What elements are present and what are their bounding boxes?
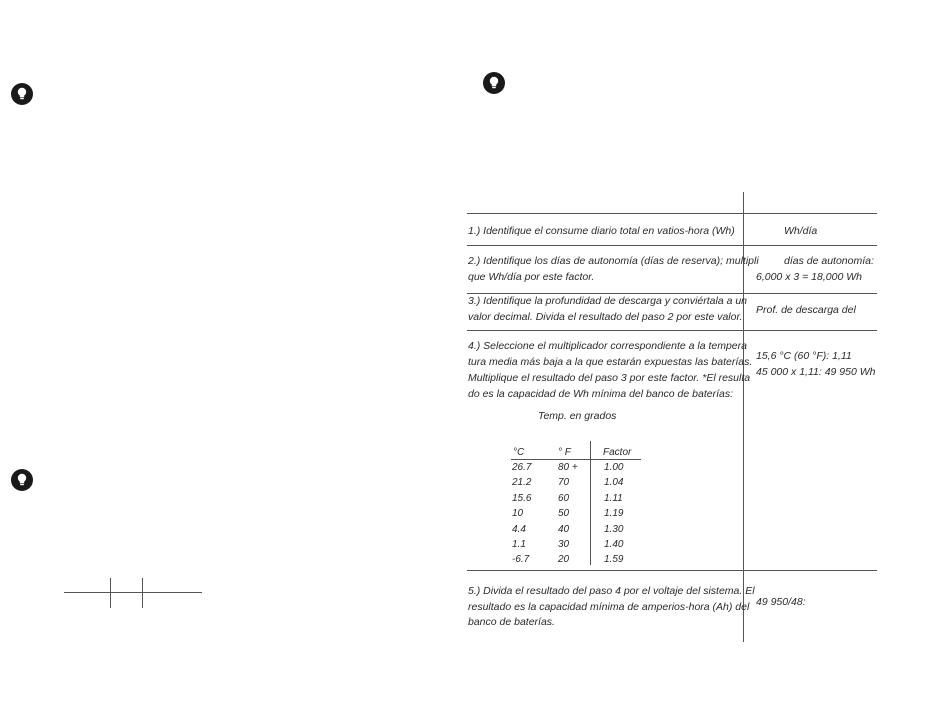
lightbulb-icon <box>11 469 33 491</box>
step-4-result: 15,6 °C (60 °F): 1,11 45 000 x 1,11: 49 950 Wh <box>756 350 876 378</box>
temp-row-factor: 1.59 <box>604 554 624 565</box>
temp-row-c: 21.2 <box>512 477 532 488</box>
temp-row-c: 15.6 <box>512 493 532 504</box>
worksheet-row-rule <box>467 330 877 331</box>
temp-table-caption: Temp. en grados <box>538 410 617 422</box>
worksheet-row-rule <box>467 213 877 214</box>
temp-row-f: 70 <box>558 477 570 488</box>
temp-row-f: 50 <box>558 508 570 519</box>
step-3-result: Prof. de descarga del <box>756 304 856 316</box>
worksheet-row-rule <box>467 570 877 571</box>
temp-row-factor: 1.11 <box>604 493 623 504</box>
temp-row-c: 4.4 <box>512 524 526 535</box>
step-5-text: 5.) Divida el resultado del paso 4 por el voltaje del sistema. El resultado es la capacidad mínima de amperios-hora (Ah) del banco de baterías. <box>468 585 755 628</box>
temp-row-f: 40 <box>558 524 570 535</box>
temp-row-c: 10 <box>512 508 524 519</box>
left-table-rule <box>64 592 202 593</box>
step-1-text: 1.) Identifique el consume diario total en vatios-hora (Wh) <box>468 225 735 237</box>
step-3-text: 3.) Identifique la profundidad de descarga y conviértala a un valor decimal. Divida el resultado del paso 2 por este valor. <box>468 295 748 323</box>
step-2-result: días de autonomía: 6,000 x 3 = 18,000 Wh <box>756 255 874 283</box>
temp-row-f: 20 <box>558 554 570 565</box>
lightbulb-icon <box>11 83 33 105</box>
step-4-text: 4.) Seleccione el multiplicador correspondiente a la tempera tura media más baja a la que estarán expuestas las baterías. Multiplique el resultado del paso 3 por este factor. *El resulta do es la capacidad de Wh mínima del banco de baterías: <box>468 340 753 400</box>
temp-row-factor: 1.40 <box>604 539 624 550</box>
step-2-text: 2.) Identifique los días de autonomía (días de reserva); multipli que Wh/día por este factor. <box>468 255 759 283</box>
temp-row-factor: 1.30 <box>604 524 624 535</box>
temp-row-c: 26.7 <box>512 462 532 473</box>
step-1-result: Wh/día <box>784 225 818 237</box>
temp-row-factor: 1.04 <box>604 477 624 488</box>
worksheet-row-rule <box>467 245 877 246</box>
step-5-result: 49 950/48: <box>756 596 806 608</box>
temp-table-header-rule <box>511 459 641 460</box>
left-table-divider <box>110 578 111 608</box>
temp-row-c: -6.7 <box>512 554 530 565</box>
temp-row-f: 80 + <box>558 462 578 473</box>
temp-header-factor: Factor <box>603 447 632 458</box>
temp-header-f: ° F <box>558 447 571 458</box>
temp-row-factor: 1.19 <box>604 508 624 519</box>
temp-row-f: 30 <box>558 539 570 550</box>
temp-row-f: 60 <box>558 493 570 504</box>
temp-row-factor: 1.00 <box>604 462 624 473</box>
lightbulb-icon <box>483 72 505 94</box>
left-table-divider <box>142 578 143 608</box>
temp-row-c: 1.1 <box>512 539 526 550</box>
temp-header-c: °C <box>513 447 525 458</box>
